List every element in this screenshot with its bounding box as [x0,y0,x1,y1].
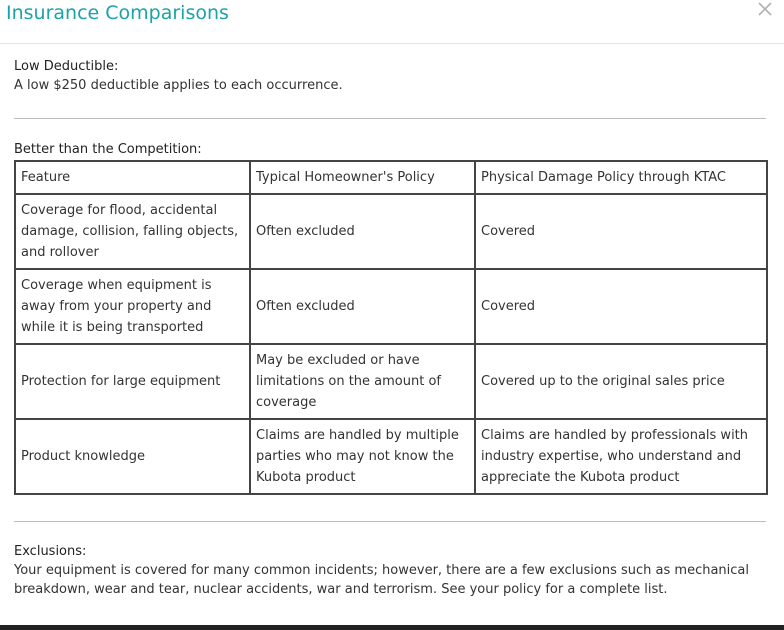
table-cell: Coverage for flood, accidental damage, collision, falling objects, and rollover [15,194,250,269]
table-cell: May be excluded or have limitations on the amount of coverage [250,344,475,419]
modal-title: Insurance Comparisons [6,2,229,24]
header-ktac-policy: Physical Damage Policy through KTAC [475,161,767,194]
bottom-bar [0,625,784,630]
low-deductible-text: A low $250 deductible applies to each occurrence. [14,78,343,93]
close-icon [756,0,774,18]
exclusions-title: Exclusions: [14,544,87,559]
divider [14,118,766,119]
table-cell: Often excluded [250,194,475,269]
table-cell: Claims are handled by multiple parties who may not know the Kubota product [250,419,475,494]
header-homeowner-policy: Typical Homeowner's Policy [250,161,475,194]
table-row [15,269,767,344]
low-deductible-title: Low Deductible: [14,59,119,74]
exclusions-text: Your equipment is covered for many common incidents; however, there are a few exclusions such as mechanical breakdown, wear and tear, nuclear accidents, war and terrorism. See your policy for a complete list. [14,563,750,597]
close-button[interactable] [756,0,774,18]
comparison-table [14,160,768,495]
table-cell: Often excluded [250,269,475,344]
table-row [15,344,767,419]
table-cell: Coverage when equipment is away from your property and while it is being transported [15,269,250,344]
exclusions-section [14,543,766,599]
table-cell: Protection for large equipment [15,344,250,419]
table-row [15,194,767,269]
low-deductible-section [14,58,343,95]
divider [14,521,766,522]
table-cell: Product knowledge [15,419,250,494]
table-cell: Covered [475,269,767,344]
modal-header [0,0,784,44]
table-cell: Covered up to the original sales price [475,344,767,419]
table-row [15,419,767,494]
comparison-title: Better than the Competition: [14,142,202,157]
table-cell: Covered [475,194,767,269]
table-cell: Claims are handled by professionals with industry expertise, who understand and appreciate the Kubota product [475,419,767,494]
table-header-row [15,161,767,194]
header-feature: Feature [15,161,250,194]
